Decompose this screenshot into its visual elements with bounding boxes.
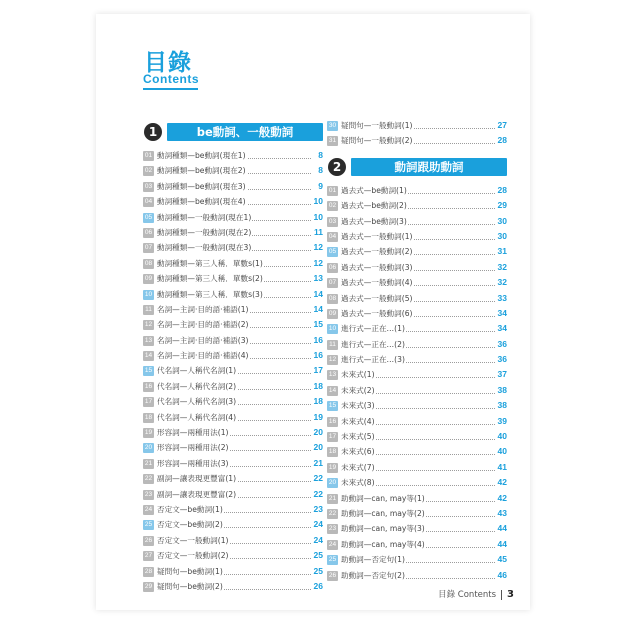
entry-page-number: 32 [497,261,507,272]
entry-page-number: 30 [497,230,507,241]
entry-number-badge: 05 [328,248,337,256]
entry-page-number: 43 [497,507,507,518]
entry-number-badge: 06 [144,228,153,236]
entry-page-number: 46 [497,569,507,580]
entry-number-badge: 07 [328,279,337,287]
entry-number-badge: 23 [328,525,337,533]
toc-entry[interactable] [327,521,507,536]
toc-entry[interactable] [143,564,323,579]
entry-number-badge: 20 [144,444,153,452]
entry-number-badge: 16 [328,417,337,425]
entry-label: 未來式(1) [341,367,376,382]
entry-label: 未來式(6) [341,444,376,459]
toc-entry[interactable] [143,425,323,440]
entry-number-badge: 13 [328,371,337,379]
entry-label: 過去式—一般動詞(5) [341,291,414,306]
entry-page-number: 39 [497,415,507,426]
entry-label: 動詞種類—第三人稱．單數s(2) [157,271,264,286]
entry-page-number: 34 [497,323,507,334]
entry-page-number: 36 [497,354,507,365]
entry-number-badge: 10 [144,290,153,298]
entry-label: 否定文—be動詞(2) [157,517,224,532]
entry-page-number: 41 [497,461,507,472]
chapter-number: 2 [328,158,346,176]
entry-page-number: 27 [497,120,507,130]
entry-page-number: 36 [497,338,507,349]
entry-label: 助動詞—否定句(2) [341,568,406,583]
entry-page-number: 14 [313,288,323,299]
entry-page-number: 22 [313,473,323,484]
entry-label: 動詞種類—第三人稱．單數s(1) [157,256,264,271]
toc-entry[interactable] [327,506,507,521]
entry-label: 名詞—主詞·目的語·補語(2) [157,317,250,332]
entry-page-number: 45 [497,554,507,565]
entry-page-number: 29 [497,200,507,211]
entry-number-badge: 19 [328,463,337,471]
entry-number-badge: 30 [328,122,337,129]
toc-entry[interactable] [143,240,323,255]
entry-page-number: 33 [497,292,507,303]
entry-label: 副詞—讓表現更豐富(1) [157,471,237,486]
entry-number-badge: 09 [328,309,337,317]
toc-entry[interactable] [143,348,323,363]
entry-page-number: 44 [497,538,507,549]
entry-number-badge: 29 [144,582,153,590]
entry-label: 代名詞—人稱代名詞(3) [157,394,237,409]
entry-label: 疑問句—一般動詞(2) [341,133,414,148]
entry-label: 副詞—讓表現更豐富(2) [157,487,237,502]
chapter-header [327,157,507,179]
entry-page-number: 23 [313,503,323,514]
entry-label: 疑問句—一般動詞(1) [341,118,414,133]
toc-entry[interactable] [143,225,323,240]
entry-page-number: 19 [313,411,323,422]
entry-page-number: 31 [497,246,507,257]
entry-number-badge: 23 [144,490,153,498]
entry-number-badge: 15 [328,402,337,410]
entry-page-number: 37 [497,369,507,380]
entry-label: 疑問句—be動詞(1) [157,564,224,579]
toc-entry[interactable] [327,568,507,583]
entry-label: 名詞—主詞·目的語·補語(4) [157,348,250,363]
entry-label: 過去式—be動詞(3) [341,214,408,229]
entry-label: 代名詞—人稱代名詞(4) [157,410,237,425]
toc-entry[interactable] [327,118,507,133]
entry-number-badge: 22 [144,475,153,483]
entry-label: 助動詞—can, may等(2) [341,506,426,521]
entry-label: 助動詞—can, may等(4) [341,537,426,552]
entry-label: 代名詞—人稱代名詞(1) [157,363,237,378]
toc-entry[interactable] [327,229,507,244]
toc-entry[interactable] [327,183,507,198]
entry-label: 過去式—一般動詞(1) [341,229,414,244]
entry-label: 未來式(7) [341,460,376,475]
toc-entry[interactable] [327,214,507,229]
entry-page-number: 28 [497,135,507,146]
entry-number-badge: 18 [328,448,337,456]
toc-entry[interactable] [327,352,507,367]
toc-entry[interactable] [327,133,507,148]
entry-label: 動詞種類—一般動詞(現在1) [157,210,252,225]
entry-number-badge: 21 [144,459,153,467]
entry-page-number: 40 [497,446,507,457]
entry-label: 助動詞—否定句(1) [341,552,406,567]
entry-label: 動詞種類—be動詞(現在2) [157,163,247,178]
toc-entry[interactable] [143,471,323,486]
entry-label: 過去式—一般動詞(2) [341,244,414,259]
page-footer [438,588,514,600]
entry-number-badge: 03 [328,217,337,225]
entry-label: 名詞—主詞·目的語·補語(1) [157,302,250,317]
entry-label: 動詞種類—be動詞(現在4) [157,194,247,209]
entry-page-number: 14 [313,303,323,314]
toc-entry[interactable] [327,444,507,459]
page-subtitle: Contents [143,72,199,86]
toc-entry[interactable] [143,517,323,532]
toc-entry[interactable] [143,440,323,455]
entry-number-badge: 08 [144,259,153,267]
entry-number-badge: 08 [328,294,337,302]
toc-entry[interactable] [143,287,323,302]
entry-number-badge: 09 [144,275,153,283]
toc-entry[interactable] [327,460,507,475]
entry-label: 過去式—一般動詞(3) [341,260,414,275]
entry-number-badge: 24 [144,505,153,513]
entry-page-number: 13 [313,273,323,284]
entry-label: 助動詞—can, may等(3) [341,521,426,536]
entry-page-number: 12 [313,257,323,268]
entry-label: 疑問句—be動詞(2) [157,579,224,594]
entry-label: 名詞—主詞·目的語·補語(3) [157,333,250,348]
toc-entry[interactable] [143,410,323,425]
toc-entry[interactable] [143,317,323,332]
toc-entry[interactable] [327,244,507,259]
entry-page-number: 42 [497,477,507,488]
entry-number-badge: 25 [144,521,153,529]
entry-label: 未來式(5) [341,429,376,444]
chapter-title: be動詞、一般動詞 [167,123,323,141]
section-gap [327,149,507,157]
entry-number-badge: 16 [144,382,153,390]
page-title: 目錄 [144,50,192,76]
toc-entry[interactable] [143,394,323,409]
entry-page-number: 24 [313,519,323,530]
entry-number-badge: 13 [144,336,153,344]
toc-entry[interactable] [143,379,323,394]
entry-label: 助動詞—can, may等(1) [341,491,426,506]
toc-entry[interactable] [143,256,323,271]
toc-entry[interactable] [327,552,507,567]
footer-separator [501,590,502,600]
entry-number-badge: 05 [144,213,153,221]
chapter-title: 動詞跟助動詞 [351,158,507,176]
entry-label: 動詞種類—be動詞(現在1) [157,148,247,163]
toc-entry[interactable] [327,291,507,306]
entry-number-badge: 27 [144,552,153,560]
entry-page-number: 8 [318,150,323,160]
entry-number-badge: 12 [144,321,153,329]
entry-label: 過去式—be動詞(2) [341,198,408,213]
entry-number-badge: 26 [328,571,337,579]
toc-column-right [327,118,507,583]
entry-page-number: 44 [497,523,507,534]
entry-page-number: 25 [313,550,323,561]
toc-entry[interactable] [327,321,507,336]
entry-page-number: 22 [313,488,323,499]
entry-page-number: 20 [313,442,323,453]
entry-label: 進行式—正在…(1) [341,321,406,336]
entry-page-number: 21 [313,457,323,468]
toc-entry[interactable] [327,429,507,444]
toc-entry[interactable] [143,502,323,517]
entry-page-number: 40 [497,431,507,442]
entry-page-number: 28 [497,184,507,195]
entry-label: 未來式(2) [341,383,376,398]
toc-entry[interactable] [327,337,507,352]
entry-label: 未來式(8) [341,475,376,490]
entry-number-badge: 26 [144,536,153,544]
toc-entry[interactable] [143,179,323,194]
entry-page-number: 11 [314,226,323,237]
entry-number-badge: 12 [328,356,337,364]
entry-number-badge: 01 [144,152,153,159]
entry-number-badge: 04 [328,232,337,240]
entry-number-badge: 24 [328,540,337,548]
toc-entry[interactable] [143,548,323,563]
entry-page-number: 18 [313,396,323,407]
toc-entry[interactable] [327,275,507,290]
entry-number-badge: 21 [328,494,337,502]
entry-page-number: 24 [313,534,323,545]
toc-entry[interactable] [327,475,507,490]
entry-number-badge: 18 [144,413,153,421]
toc-entry[interactable] [143,363,323,378]
entry-number-badge: 06 [328,263,337,271]
entry-page-number: 34 [497,307,507,318]
entry-page-number: 38 [497,400,507,411]
entry-number-badge: 04 [144,198,153,206]
entry-label: 未來式(4) [341,414,376,429]
toc-entry[interactable] [327,367,507,382]
toc-entry[interactable] [143,271,323,286]
toc-entry[interactable] [143,210,323,225]
entry-page-number: 15 [313,319,323,330]
entry-number-badge: 15 [144,367,153,375]
entry-number-badge: 19 [144,429,153,437]
entry-page-number: 10 [313,211,323,222]
entry-number-badge: 11 [143,305,154,315]
entry-label: 動詞種類—一般動詞(現在2) [157,225,252,240]
entry-page-number: 20 [313,427,323,438]
entry-page-number: 42 [497,492,507,503]
toc-entry[interactable] [327,198,507,213]
toc-entry[interactable] [327,414,507,429]
entry-number-badge: 17 [328,433,337,441]
entry-number-badge: 03 [144,182,153,190]
toc-entry[interactable] [143,163,323,178]
toc-entry[interactable] [143,148,323,163]
toc-entry[interactable] [143,533,323,548]
footer-page-number: 3 [507,589,514,600]
entry-label: 過去式—一般動詞(6) [341,306,414,321]
entry-number-badge: 10 [328,325,337,333]
toc-entry[interactable] [143,333,323,348]
toc-entry[interactable] [327,260,507,275]
entry-page-number: 12 [313,242,323,253]
entry-number-badge: 17 [144,398,153,406]
entry-page-number: 8 [318,165,323,176]
chapter-number: 1 [144,123,162,141]
entry-number-badge: 28 [144,567,153,575]
entry-page-number: 32 [497,277,507,288]
entry-label: 形容詞—兩種用法(3) [157,456,230,471]
toc-entry[interactable] [143,302,323,317]
entry-number-badge: 25 [328,556,337,564]
entry-label: 否定文—一般動詞(1) [157,533,230,548]
entry-page-number: 25 [313,565,323,576]
entry-page-number: 30 [497,215,507,226]
entry-number-badge: 07 [144,244,153,252]
entry-page-number: 9 [318,180,323,191]
entry-label: 形容詞—兩種用法(2) [157,440,230,455]
entry-number-badge: 14 [144,352,153,360]
entry-label: 過去式—一般動詞(4) [341,275,414,290]
entry-number-badge: 11 [327,340,338,350]
toc-entry[interactable] [327,537,507,552]
entry-label: 動詞種類—一般動詞(現在3) [157,240,252,255]
toc-entry[interactable] [143,579,323,594]
entry-page-number: 16 [313,350,323,361]
entry-label: 否定文—be動詞(1) [157,502,224,517]
entry-label: 動詞種類—be動詞(現在3) [157,179,247,194]
entry-number-badge: 01 [328,186,337,194]
toc-entry[interactable] [143,487,323,502]
footer-label: 目錄 Contents [438,590,497,600]
entry-page-number: 26 [313,580,323,591]
entry-label: 過去式—be動詞(1) [341,183,408,198]
entry-number-badge: 22 [328,509,337,517]
entry-page-number: 17 [313,365,323,376]
entry-label: 動詞種類—第三人稱．單數s(3) [157,287,264,302]
entry-page-number: 38 [497,384,507,395]
entry-page-number: 18 [313,380,323,391]
entry-label: 進行式—正在…(2) [341,337,406,352]
entry-label: 否定文—一般動詞(2) [157,548,230,563]
entry-number-badge: 31 [328,137,337,145]
toc-entry[interactable] [143,456,323,471]
entry-label: 代名詞—人稱代名詞(2) [157,379,237,394]
entry-number-badge: 02 [144,167,153,175]
toc-entry[interactable] [327,491,507,506]
toc-entry[interactable] [327,398,507,413]
entry-label: 進行式—正在…(3) [341,352,406,367]
chapter-header [143,122,323,144]
entry-label: 未來式(3) [341,398,376,413]
toc-entry[interactable] [327,383,507,398]
entry-number-badge: 20 [328,479,337,487]
title-underline [143,88,198,90]
entry-label: 形容詞—兩種用法(1) [157,425,230,440]
toc-column-left [143,122,323,594]
book-page [96,14,530,610]
toc-entry[interactable] [327,306,507,321]
entry-page-number: 10 [313,196,323,207]
entry-page-number: 16 [313,334,323,345]
entry-number-badge: 14 [328,386,337,394]
toc-entry[interactable] [143,194,323,209]
entry-number-badge: 02 [328,202,337,210]
